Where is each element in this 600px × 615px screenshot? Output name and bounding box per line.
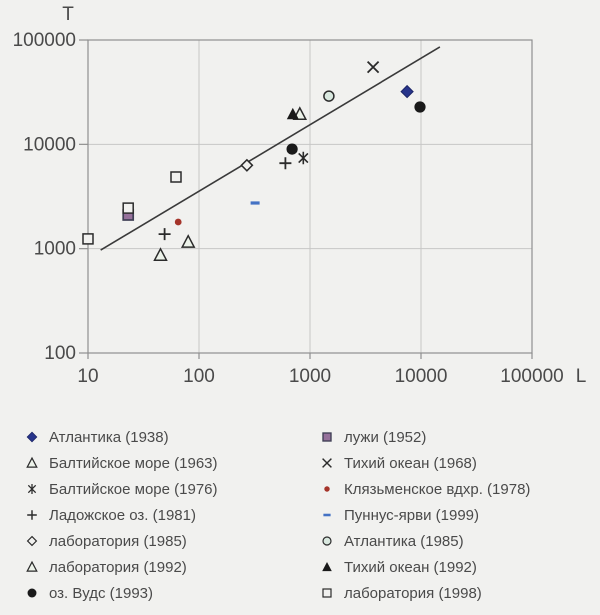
legend-label: лаборатория (1998) [344,584,482,602]
data-point-x-icon [368,62,379,73]
legend-column-left [20,424,218,606]
data-point-plus-icon [279,157,291,169]
asterisk-icon [20,479,44,499]
legend-item [315,476,530,502]
legend-item [315,450,530,476]
y-axis-title: T [62,4,74,25]
legend-item [20,424,218,450]
data-point-triangle-open-icon [182,236,194,247]
legend-item [20,502,218,528]
data-point-circle-small-filled-icon [175,219,182,226]
legend-label: лужи (1952) [344,428,427,446]
x-axis-tick-label: 10000 [394,366,448,387]
legend-item [20,450,218,476]
legend-label: лаборатория (1992) [49,558,187,576]
legend-label: Атлантика (1938) [49,428,169,446]
legend-label: Ладожское оз. (1981) [49,506,196,524]
data-point-dash-icon [251,201,260,204]
legend-label: Балтийское море (1963) [49,454,218,472]
diamond-filled-icon [20,427,44,447]
legend-label: Тихий океан (1992) [344,558,477,576]
y-axis-tick-label: 1000 [33,238,76,260]
legend-label: Пуннус-ярви (1999) [344,506,480,524]
legend-item [315,424,530,450]
x-icon [315,453,339,473]
legend-item [315,554,530,580]
data-point-square-open-icon [123,203,133,213]
legend-label: Атлантика (1985) [344,532,464,550]
data-point-square-open-icon [83,234,93,244]
data-point-diamond-open-icon [241,160,252,171]
data-point-triangle-open-icon [155,249,167,260]
legend-item [20,476,218,502]
square-filled-icon [315,427,339,447]
circle-filled-icon [20,583,44,603]
data-point-asterisk-icon [299,152,308,164]
triangle-open-icon [20,557,44,577]
y-axis-tick-label: 10000 [23,134,76,156]
legend-item [315,502,530,528]
legend-label: лаборатория (1985) [49,532,187,550]
data-point-plus-icon [159,228,171,240]
x-axis-tick-label: 100 [183,366,215,387]
y-axis-tick-label: 100 [44,343,76,364]
legend-label: Тихий океан (1968) [344,454,477,472]
x-axis-tick-label: 1000 [288,366,332,387]
x-axis-tick-label: 100000 [500,366,564,387]
legend-item [20,554,218,580]
plus-icon [20,505,44,525]
square-open-icon [315,583,339,603]
data-point-circle-filled-icon [287,144,298,155]
data-point-diamond-filled-icon [401,86,413,98]
legend-item [315,528,530,554]
data-point-circle-open-icon [324,91,334,101]
legend-column-right [315,424,530,606]
triangle-open-icon [20,453,44,473]
legend-label: Клязьменское вдхр. (1978) [344,480,531,498]
circle-small-filled-icon [315,479,339,499]
legend-item [315,580,530,606]
triangle-filled-icon [315,557,339,577]
legend-item [20,580,218,606]
x-axis-title: L [575,366,587,387]
legend-label: оз. Вудс (1993) [49,584,154,602]
data-point-square-open-icon [171,172,181,182]
diamond-open-icon [20,531,44,551]
circle-open-icon [315,531,339,551]
y-axis-tick-label: 100000 [12,30,76,52]
legend-label: Балтийское море (1976) [49,480,218,498]
dash-icon [315,505,339,525]
legend-item [20,528,218,554]
data-point-circle-filled-icon [414,101,425,112]
x-axis-tick-label: 10 [77,366,99,387]
trendline [101,47,440,250]
